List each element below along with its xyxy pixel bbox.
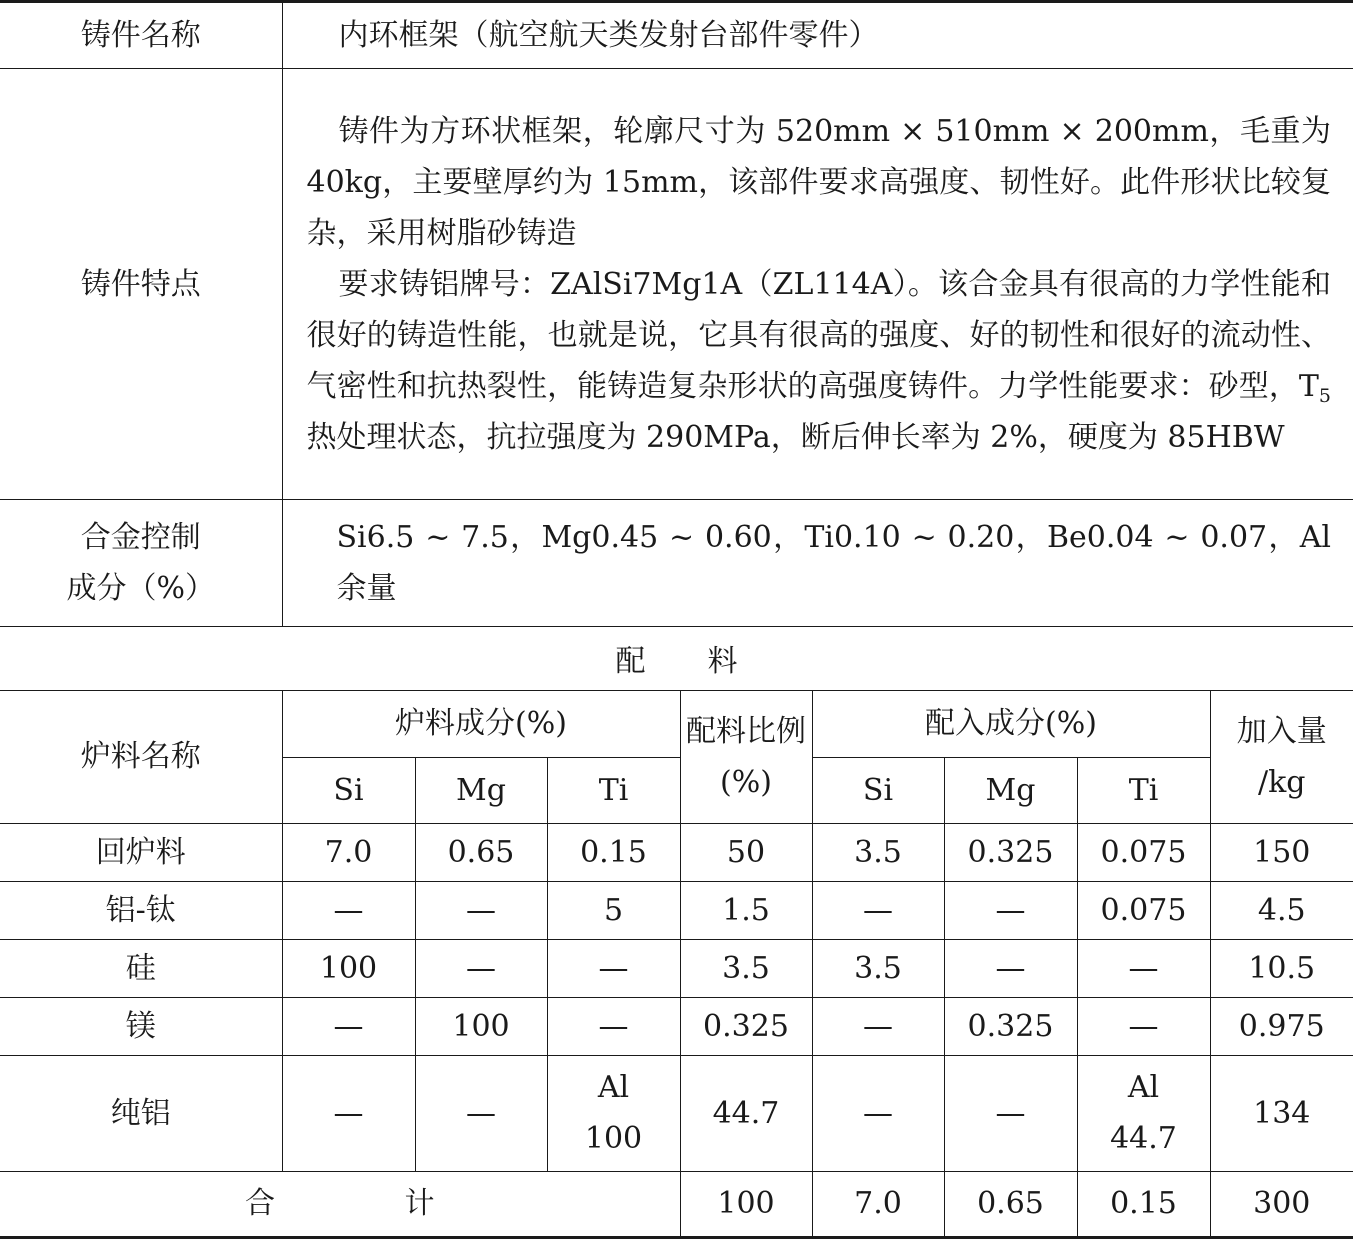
cell-added-mg: —: [944, 939, 1077, 997]
cell-added-ti: —: [1077, 997, 1210, 1055]
cell-amount: 4.5: [1210, 881, 1353, 939]
cell-added-ti-line-2: 44.7: [1110, 1121, 1177, 1156]
cell-ratio: 1.5: [680, 881, 812, 939]
cell-added-si: —: [812, 1055, 944, 1171]
cell-mg: —: [415, 1055, 547, 1171]
cell-amount: 134: [1210, 1055, 1353, 1171]
table-row: [0, 881, 1353, 939]
cell-si: 100: [282, 939, 415, 997]
cell-mg: —: [415, 939, 547, 997]
cell-ratio: 3.5: [680, 939, 812, 997]
table-row: [0, 939, 1353, 997]
header-ratio: [680, 691, 812, 823]
cell-si: —: [282, 1055, 415, 1171]
cell-ratio: 0.325: [680, 997, 812, 1055]
casting-name-value: 内环框架（航空航天类发射台部件零件）: [282, 2, 1353, 69]
cell-ti: —: [547, 997, 680, 1055]
header-added-mg: Mg: [944, 757, 1077, 823]
cell-ti-line-2: 100: [584, 1121, 643, 1156]
total-added-ti: 0.15: [1077, 1171, 1210, 1237]
feature-p2-text-b: 热处理状态，抗拉强度为 290MPa，断后伸长率为 2%，硬度为 85HBW: [306, 419, 1285, 455]
cell-added-ti: 0.075: [1077, 881, 1210, 939]
feature-p2-subscript: 5: [1318, 384, 1331, 407]
cell-added-mg: —: [944, 881, 1077, 939]
cell-si: —: [282, 881, 415, 939]
total-label: 合 计: [0, 1171, 680, 1237]
header-added-composition: 配入成分(%): [812, 691, 1210, 757]
cell-mg: 100: [415, 997, 547, 1055]
cell-ti: 5: [547, 881, 680, 939]
cell-added-ti: [1077, 1055, 1210, 1171]
header-added-ti: Ti: [1077, 757, 1210, 823]
header-row-1: [0, 691, 1353, 757]
total-added-si: 7.0: [812, 1171, 944, 1237]
cell-mg: —: [415, 881, 547, 939]
cell-ratio: 44.7: [680, 1055, 812, 1171]
cell-ti-line-1: Al: [597, 1070, 630, 1105]
feature-p2-text-a: 要求铸铝牌号：ZAlSi7Mg1A（ZL114A）。该合金具有很高的力学性能和很好的铸造性能，也就是说，它具有很高的强度、好的韧性和很好的流动性、气密性和抗热裂性，能铸造复杂形状的高强度铸件。力学性能要求：砂型，T: [306, 266, 1331, 404]
cell-added-si: —: [812, 997, 944, 1055]
cell-ratio: 50: [680, 823, 812, 881]
header-ratio-line-1: 配料比例: [686, 713, 806, 749]
alloy-label-line-2: 成分（%）: [66, 571, 215, 606]
casting-name-row: [0, 2, 1353, 69]
table-row: [0, 997, 1353, 1055]
header-si: Si: [282, 757, 415, 823]
cell-ti: —: [547, 939, 680, 997]
cell-added-si: 3.5: [812, 939, 944, 997]
alloy-row: [0, 500, 1353, 627]
cell-si: 7.0: [282, 823, 415, 881]
header-mg: Mg: [415, 757, 547, 823]
row-name: 铝-钛: [0, 881, 282, 939]
row-name: 纯铝: [0, 1055, 282, 1171]
cell-amount: 0.975: [1210, 997, 1353, 1055]
cell-added-ti-line-1: Al: [1127, 1070, 1160, 1105]
total-added-mg: 0.65: [944, 1171, 1077, 1237]
cell-added-ti: 0.075: [1077, 823, 1210, 881]
row-name: 回炉料: [0, 823, 282, 881]
casting-feature-row: [0, 69, 1353, 500]
header-charge-composition: 炉料成分(%): [282, 691, 680, 757]
header-added-si: Si: [812, 757, 944, 823]
header-amount-line-1: 加入量: [1236, 713, 1327, 749]
alloy-label: [0, 500, 282, 627]
alloy-label-line-1: 合金控制: [80, 520, 201, 555]
table-row: [0, 1055, 1353, 1171]
alloy-value: Si6.5 ~ 7.5，Mg0.45 ~ 0.60，Ti0.10 ~ 0.20，Be0.04 ~ 0.07，Al 余量: [282, 500, 1353, 627]
cell-added-si: 3.5: [812, 823, 944, 881]
materials-table: [0, 691, 1353, 1239]
header-ti: Ti: [547, 757, 680, 823]
cell-amount: 10.5: [1210, 939, 1353, 997]
table-row: [0, 823, 1353, 881]
cell-added-mg: 0.325: [944, 823, 1077, 881]
feature-paragraph-1: 铸件为方环状框架，轮廓尺寸为 520mm × 510mm × 200mm，毛重为 40kg，主要壁厚约为 15mm，该部件要求高强度、韧性好。此件形状比较复杂，采用树脂砂铸造: [306, 113, 1331, 251]
header-ratio-line-2: (%): [720, 764, 772, 800]
cell-amount: 150: [1210, 823, 1353, 881]
cell-ti: 0.15: [547, 823, 680, 881]
cell-ti: [547, 1055, 680, 1171]
row-name: 镁: [0, 997, 282, 1055]
cell-added-mg: —: [944, 1055, 1077, 1171]
cell-added-ti: —: [1077, 939, 1210, 997]
casting-name-label: 铸件名称: [0, 2, 282, 69]
cell-si: —: [282, 997, 415, 1055]
cell-added-mg: 0.325: [944, 997, 1077, 1055]
section-title: 配料: [0, 626, 1353, 691]
cell-added-si: —: [812, 881, 944, 939]
cell-mg: 0.65: [415, 823, 547, 881]
total-row: [0, 1171, 1353, 1237]
header-amount: [1210, 691, 1353, 823]
casting-feature-label: 铸件特点: [0, 69, 282, 500]
total-ratio: 100: [680, 1171, 812, 1237]
total-amount: 300: [1210, 1171, 1353, 1237]
header-amount-line-2: /kg: [1258, 764, 1306, 800]
row-name: 硅: [0, 939, 282, 997]
feature-paragraph-2: [307, 259, 1332, 463]
header-name: 炉料名称: [0, 691, 282, 823]
casting-feature-value: [282, 69, 1353, 500]
